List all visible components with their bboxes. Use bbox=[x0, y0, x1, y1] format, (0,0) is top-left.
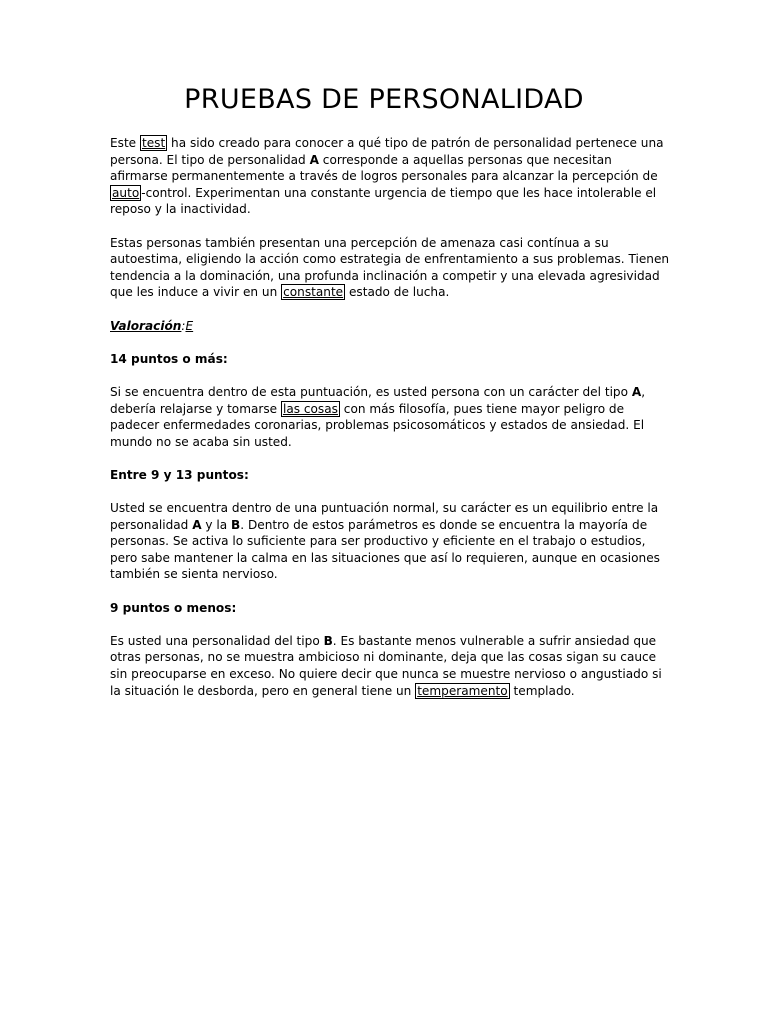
type-b-label: B bbox=[323, 633, 333, 648]
section-text-9-13 bbox=[110, 500, 670, 583]
link-constante[interactable]: constante bbox=[283, 285, 344, 300]
intro-paragraph-2 bbox=[110, 235, 670, 301]
type-b-label: B bbox=[231, 517, 241, 532]
valoracion-label: Valoración bbox=[110, 318, 182, 333]
intro-paragraph-1 bbox=[110, 135, 670, 218]
link-test[interactable]: test bbox=[141, 136, 166, 150]
link-auto[interactable]: auto bbox=[112, 185, 140, 200]
text-run: -control. Experimentan una constante urgencia de tiempo que les hace intolerable el reposo y la inactividad. bbox=[110, 185, 657, 217]
text-run: . Es bastante menos vulnerable a sufrir ansiedad que otras personas, no se muestra ambicioso ni dominante, deja que las cosas sigan su cauce sin preocuparse en exceso. No quiere decir que nunca se muestre nervioso o angustiado si la situación le desborda, pero en general tiene un bbox=[110, 633, 662, 698]
text-run: corresponde a aquellas personas que necesitan afirmarse permanentemente a través de logros personales para alcanzar la percepción de bbox=[110, 152, 658, 184]
text-run: Usted se encuentra dentro de una puntuación normal, su carácter es un equilibrio entre la personalidad bbox=[110, 501, 659, 532]
text-run: Si se encuentra dentro de esta puntuación, es usted persona con un carácter del tipo bbox=[110, 384, 632, 399]
type-a-label: A bbox=[309, 152, 319, 167]
link-temperamento[interactable]: temperamento bbox=[417, 683, 508, 698]
text-run: templado. bbox=[509, 683, 575, 698]
text-run: estado de lucha. bbox=[345, 285, 450, 300]
link-las-cosas[interactable]: las cosas bbox=[282, 401, 338, 416]
section-text-14-plus bbox=[110, 384, 670, 450]
text-run: y la bbox=[201, 517, 232, 532]
text-run: , debería relajarse y tomarse bbox=[110, 384, 646, 416]
text-run: Estas personas también presentan una percepción de amenaza casi contínua a su autoestima, eligiendo la acción como estrategia de enfrentamiento a sus problemas. Tienen tendencia a la dominación, una profunda inclinación a competir y una elevada agresividad que les induce a vivir en un bbox=[110, 235, 670, 300]
text-run: ha sido creado para conocer a qué tipo de patrón de personalidad pertenece una persona. El tipo de personalidad bbox=[110, 136, 664, 167]
section-heading-14-plus: 14 puntos o más: bbox=[110, 351, 228, 366]
section-text-9-minus bbox=[110, 633, 670, 699]
text-run: . Dentro de estos parámetros es donde se encuentra la mayoría de personas. Se activa lo suficiente para ser productivo y eficiente en el trabajo o estudios, pero sabe mantener la calma en las situaciones que así lo requieren, aunque en ocasiones también se sienta nervioso. bbox=[110, 517, 660, 582]
valoracion-line bbox=[110, 318, 670, 335]
section-heading-9-13: Entre 9 y 13 puntos: bbox=[110, 467, 249, 482]
section-heading-9-minus: 9 puntos o menos: bbox=[110, 600, 237, 615]
text-run: Es usted una personalidad del tipo bbox=[110, 633, 324, 648]
text-run: con más filosofía, pues tiene mayor peligro de padecer enfermedades coronarias, problemas psicosomáticos y estados de ansiedad. El mundo no se acaba sin usted. bbox=[110, 401, 645, 449]
type-a-label: A bbox=[192, 517, 202, 532]
valoracion-separator: : bbox=[181, 318, 186, 333]
text-run: Este bbox=[110, 136, 140, 150]
valoracion-link[interactable]: E bbox=[185, 318, 194, 333]
page-title: PRUEBAS DE PERSONALIDAD bbox=[184, 84, 584, 115]
document-body bbox=[110, 135, 670, 716]
type-a-label: A bbox=[631, 384, 642, 399]
